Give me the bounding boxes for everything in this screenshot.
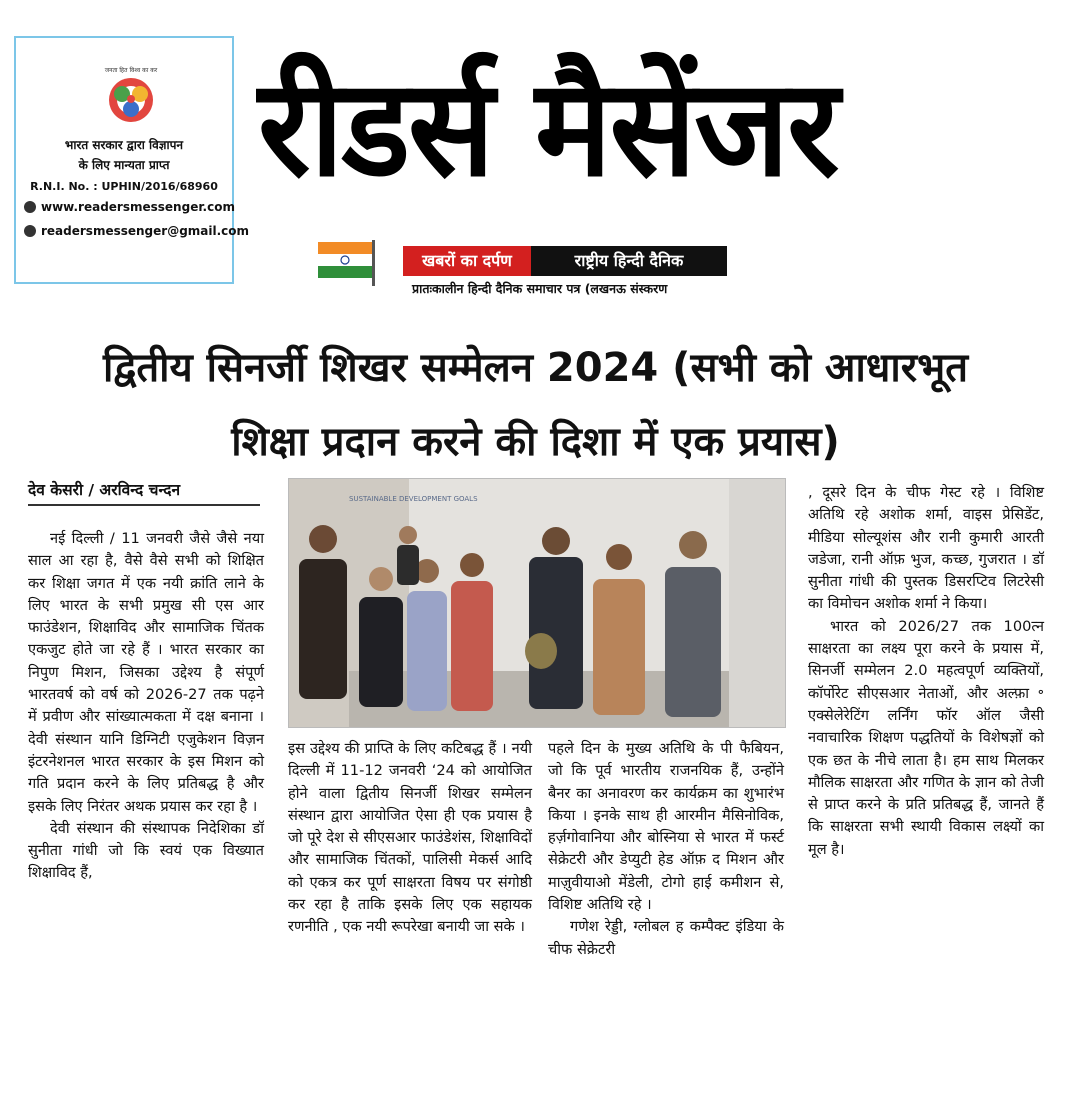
column-3 <box>548 738 784 961</box>
headline-line-1: द्वितीय सिनर्जी शिखर सम्मेलन 2024 (सभी को आधारभूत <box>102 345 969 391</box>
website-text: www.readersmessenger.com <box>41 200 235 214</box>
newspaper-title: रीडर्स मैसेंजर <box>258 50 838 207</box>
accreditation-box <box>14 36 250 284</box>
event-photo <box>288 478 786 728</box>
tagline-black: राष्ट्रीय हिन्दी दैनिक <box>531 246 727 276</box>
emblem-icon <box>96 62 166 146</box>
email-text: readersmessenger@gmail.com <box>41 224 250 238</box>
globe-icon <box>24 201 36 213</box>
tagline-sub: प्रातःकालीन हिन्दी दैनिक समाचार पत्र (लखनऊ संस्करण <box>412 281 668 296</box>
email-row <box>24 224 249 238</box>
website-row <box>24 200 235 214</box>
col2-paragraph-1: इस उद्देश्य की प्राप्ति के लिए कटिबद्ध हैं । नयी दिल्ली में 11-12 जनवरी ‘24 को आयोजित होने वाला द्वितीय सिनर्जी शिखर सम्मेलन संस्थान द्वारा आयोजित ऐसा ही एक प्रयास है जो पूरे देश से सीएसआर फाउंडेशंस, शिक्षाविदों और सामाजिक चिंतकों, पालिसी मेकर्स आदि को एकत्र कर पूर्ण साक्षरता विषय पर संगोष्ठी कर रहा है ताकि इसके लिए एक सहायक रणनीति , एक नयी रूपरेखा बनायी जा सके । <box>288 740 532 936</box>
indian-flag-icon <box>318 238 376 286</box>
byline: देव केसरी / अरविन्द चन्दन <box>28 478 260 506</box>
col4-paragraph-1: , दूसरे दिन के चीफ गेस्ट रहे । विशिष्ट अतिथि रहे अशोक शर्मा, वाइस प्रेसिडेंट, मीडिया सोल्यूशंस और रानी कुमारी आरती जडेजा, रानी ऑफ़ भुज, कच्छ, गुजरात । डॉ सुनीता गांधी की पुस्तक डिसरप्टिव लिटरेसी का विमोचन अशोक शर्मा ने किया। <box>808 484 1044 613</box>
masthead <box>0 0 1071 318</box>
col4-paragraph-2: भारत को 2026/27 तक 100त्न साक्षरता का लक्ष्य पूरा करने के प्रयास में, सिनर्जी सम्मेलन 2.0 महत्वपूर्ण व्यक्तियों, कॉर्पोरेट सीएसआर नेताओं, और अल्फ़ा ॰ एक्सेलेरेटिंग लर्निंग फॉर ऑल जैसी नवाचारिक शिक्षण पद्धतियों के विशेषज्ञों को एक छत के नीचे लाता है। हम साथ मिलकर मौलिक साक्षरता और गणित के ज्ञान को तेजी से प्राप्त करने के प्रति प्रतिबद्ध हैं, जानते हैं कि साक्षरता सभी स्थायी विकास लक्ष्यों का मूल है। <box>808 617 1044 858</box>
tagline-red: खबरों का दर्पण <box>403 246 531 276</box>
event-photo-illustration <box>289 479 785 727</box>
mail-icon <box>24 225 36 237</box>
rni-number: R.N.I. No. : UPHIN/2016/68960 <box>30 180 218 193</box>
headline-line-2: शिक्षा प्रदान करने की दिशा में एक प्रयास) <box>231 419 840 465</box>
column-2 <box>288 738 532 939</box>
col3-paragraph-1: पहले दिन के मुख्य अतिथि के पी फैबियन, जो कि पूर्व भारतीय राजनयिक हैं, उन्होंने बैनर का अनावरण कर कार्यक्रम का शुभारंभ किया । इनके साथ ही आरमीन मैसिनोविक, हर्ज़गोवानिया और बोस्निया से भारत में फर्स्ट सेक्रेटरी और डेप्युटी हेड ऑफ़ द मिशन और माज़ुवीयाओ मेंडेली, टोगो हाई कमीशन से, विशिष्ट अतिथि रहे । <box>548 740 784 914</box>
col1-paragraph-1: नई दिल्ली / 11 जनवरी जैसे जैसे नया साल आ रहा है, वैसे वैसे सभी को शिक्षित कर शिक्षा जगत में एक नयी क्रांति लाने के लिए भारत के सभी प्रमुख सी एस आर फाउंडेशन, शिक्षाविद और सामाजिक चिंतक एकजुट होते जा रहे हैं । भारत सरकार का निपुण मिशन, जिसका उद्देश्य है संपूर्ण भारतवर्ष को वर्ष को 2026-27 तक पढ़ने में प्रवीण और सांख्यात्मकता में दक्ष बनाना । देवी संस्थान यानि डिग्निटी एजुकेशन विज़न इंटरनेशनल भारत सरकार के इस मिशन को गति प्रदान करने के लिए प्रतिबद्ध है और इसके लिए निरंतर अथक प्रयास कर रहा है । <box>28 530 264 815</box>
govt-line-2: के लिए मान्यता प्राप्त <box>78 158 170 172</box>
govt-line-1: भारत सरकार द्वारा विज्ञापन <box>64 138 184 152</box>
column-4 <box>808 482 1044 861</box>
col1-paragraph-2: देवी संस्थान की संस्थापक निदेशिका डॉ सुनीता गांधी जो कि स्वयं एक विख्यात शिक्षाविद हैं, <box>28 819 264 882</box>
column-1 <box>28 528 264 885</box>
col3-paragraph-2: गणेश रेड्डी, ग्लोबल ह कम्पैक्ट इंडिया के चीफ सेक्रेटरी <box>548 918 784 958</box>
sdg-sign-text: SUSTAINABLE DEVELOPMENT GOALS <box>349 495 478 503</box>
emblem-caption: जनता हित विश्व का कर <box>104 67 158 74</box>
